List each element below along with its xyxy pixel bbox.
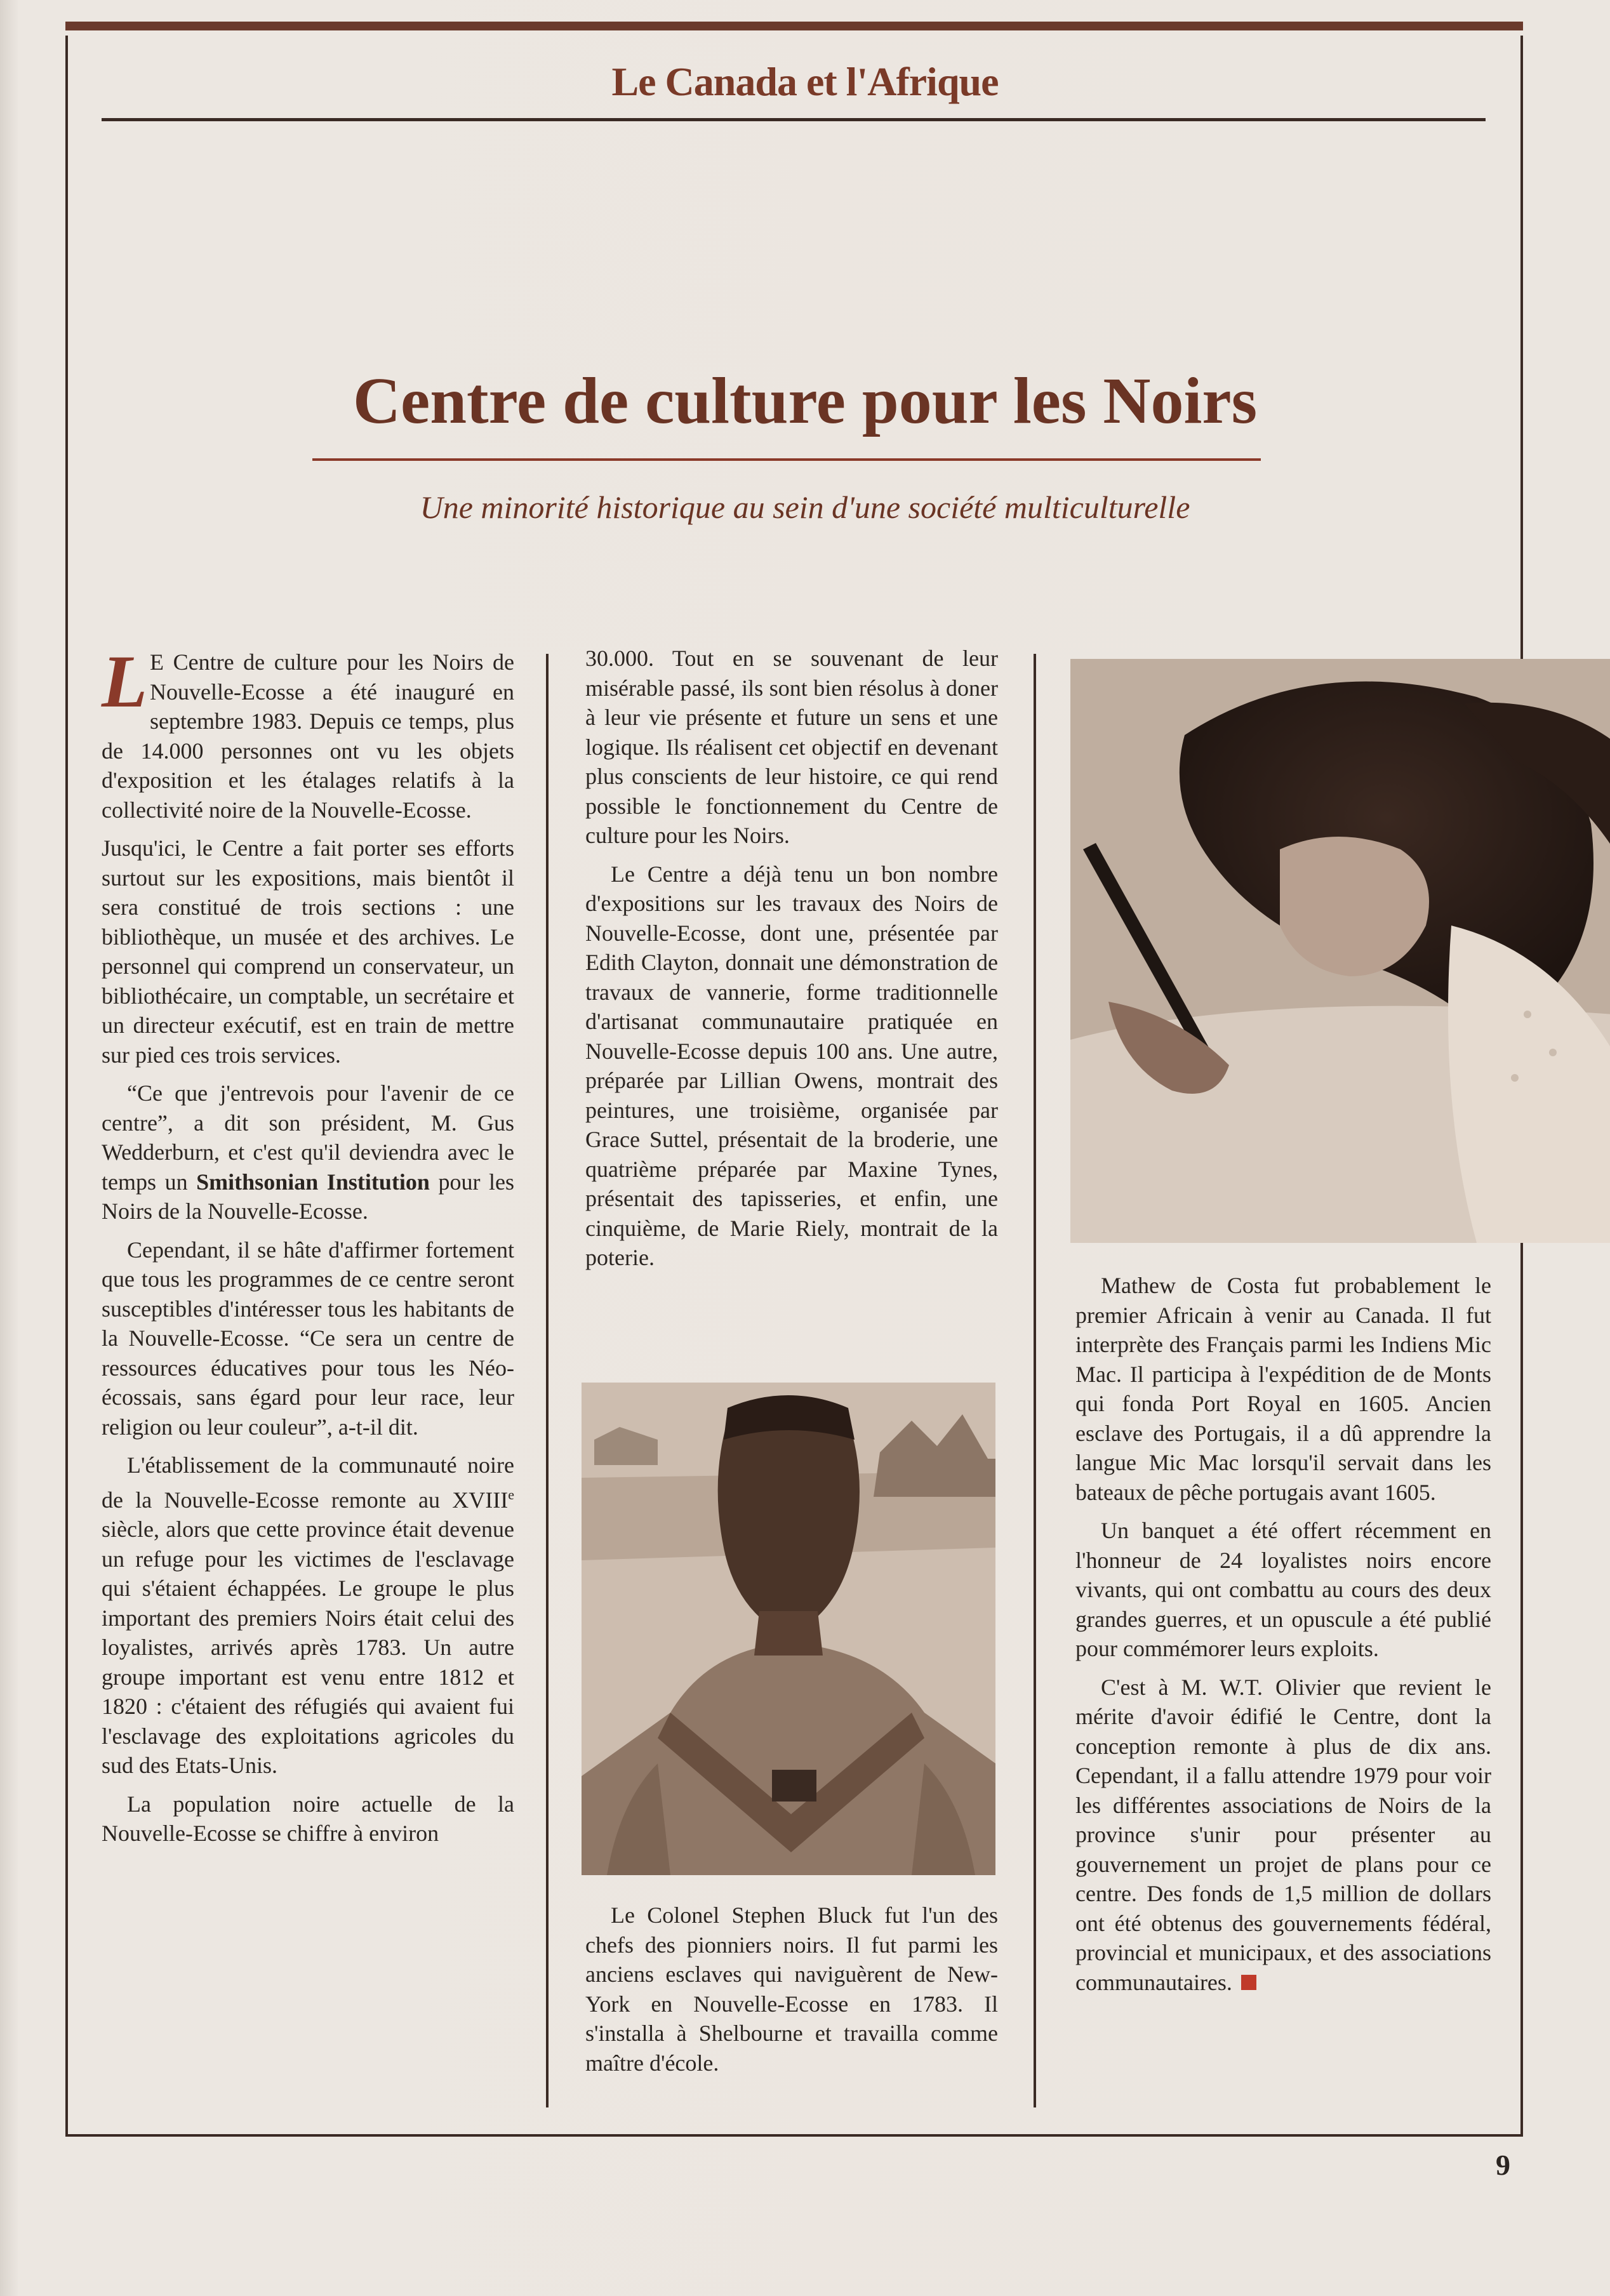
masthead: Le Canada et l'Afrique [611,59,999,104]
end-of-article-mark [1241,1975,1256,1990]
article-title: Centre de culture pour les Noirs [352,364,1258,437]
paragraph [102,1078,514,1226]
paragraph [1075,1673,1491,1998]
portrait-colonel-stephen-bluck [582,1383,995,1875]
portrait-caption [585,1901,998,2078]
text-run: C'est à M. W.T. Olivier que revient le mérite d'avoir édifié le Centre, dont la conception remonte à plus de dix ans. Cependant, il a fallu attendre 1979 pour voir les différentes associations de Noirs de la province s'unir pour présenter au gouvernement un projet de plans pour ce centre. Des fonds de 1,5 million de dollars ont été obtenus des gouvernements fédéral, provincial et municipaux, et des associations communautaires. [1075,1674,1491,1995]
text-run: L'établissement de la communauté noire de la Nouvelle-Ecosse remonte au XVIII [102,1452,514,1513]
column-2 [585,644,998,1282]
masthead-rule [102,118,1486,121]
top-rule [65,22,1523,30]
paragraph: 30.000. Tout en se souvenant de leur misérable passé, ils sont bien résolus à doner à leur vie présente et future un sens et une logique. Ils réalisent cet objectif en devenant plus conscients de leur histoire, ce qui rend possible le fonctionnement du Centre de culture pour les Noirs. [585,646,998,848]
intro-text: E Centre de culture pour les Noirs de Nouvelle-Ecosse a été inauguré en septembre 1983. Depuis ce temps, plus de 14.000 personnes ont vu les objets d'exposition et les étalages relatifs à la collectivité noire de la Nouvelle-Ecosse. [102,649,514,823]
text-run: pour les Noirs de la Nouvelle-Ecosse. [102,1169,515,1224]
photo-child-drawing-illustration [1070,659,1610,1243]
text-run: “Ce que j'entrevois pour l'avenir de ce centre”, a dit son président, M. Gus Wedderburn, et c'est qu'il deviendra avec le temps un [102,1080,514,1195]
text-run: siècle, alors que cette province était devenue un refuge pour les victimes de l'esclavage qui s'étaient échappées. Le groupe le plus important des premiers Noirs était celui des loyalistes, arrivés après 1783. Un autre groupe important est venu entre 1812 et 1820 : c'étaient des réfugiés qui avaient fui l'esclavage des exploitations agricoles du sud des Etats-Unis. [102,1516,514,1778]
paragraph: Mathew de Costa fut probablement le premier Africain à venir au Canada. Il fut interprète des Français parmi les Indiens Mic Mac. Il participa à l'expédition de de Monts qui fonda Port Royal en 1605. Ancien esclave des Portugais, il a dû apprendre la langue Mic Mac lorsqu'il servait dans les bateaux de pêche portugais avant 1605. [1075,1273,1491,1505]
paragraph: Un banquet a été offert récemment en l'honneur de 24 loyalistes noirs encore vivants, qui ont combattu au cours des deux grandes guerres, et un opuscule a été publié pour commémorer leurs exploits. [1075,1518,1491,1661]
photo-child-drawing [1070,659,1610,1243]
column-divider-1 [546,654,549,2107]
article-subtitle: Une minorité historique au sein d'une société multiculturelle [420,489,1190,525]
paragraph: Cependant, il se hâte d'affirmer fortement que tous les programmes de ce centre seront susceptibles d'intéresser tous les habitants de la Nouvelle-Ecosse. “Ce sera un centre de ressources éducatives pour tous les Néo-écossais, sans égard pour leur race, leur religion ou leur couleur”, a-t-il dit. [102,1237,514,1440]
paragraph: La population noire actuelle de la Nouvelle-Ecosse se chiffre à environ [102,1791,514,1846]
drop-cap: L [102,640,148,723]
column-3 [1075,1271,1491,2006]
portrait-illustration [582,1383,995,1875]
title-rule [312,458,1261,461]
column-1 [102,640,515,1857]
page-number: 9 [1496,2149,1510,2181]
column-divider-2 [1034,654,1036,2107]
superscript: e [508,1486,514,1503]
paragraph [102,1450,514,1781]
bold-text: Smithsonian Institution [196,1169,430,1195]
caption-text: Le Colonel Stephen Bluck fut l'un des chefs des pionniers noirs. Il fut parmi les anciens esclaves qui naviguèrent de New-York en Nouvelle-Ecosse en 1783. Il s'installa à Shelbourne et travailla comme maître d'école. [585,1902,998,2076]
paragraph: Le Centre a déjà tenu un bon nombre d'expositions sur les travaux des Noirs de Nouvelle-Ecosse, dont une, présentée par Edith Clayton, donnait une démonstration de travaux de vannerie, forme traditionnelle d'artisanat communautaire pratiquée en Nouvelle-Ecosse depuis 100 ans. Une autre, préparée par Lillian Owens, montrait des peintures, une troisième, organisée par Grace Suttel, présentait de la broderie, une quatrième préparée par Maxine Tynes, présentait des tapisseries, et enfin, une cinquième, de Marie Riely, montrait de la poterie. [585,861,998,1270]
paragraph: Jusqu'ici, le Centre a fait porter ses efforts surtout sur les expositions, mais bientôt il sera constitué de trois sections : une bibliothèque, un musée et des archives. Le personnel qui comprend un conservateur, un bibliothécaire, un comptable, un secrétaire et un directeur exécutif, est en train de mettre sur pied ces trois services. [102,835,514,1068]
paragraph-intro [102,640,514,825]
